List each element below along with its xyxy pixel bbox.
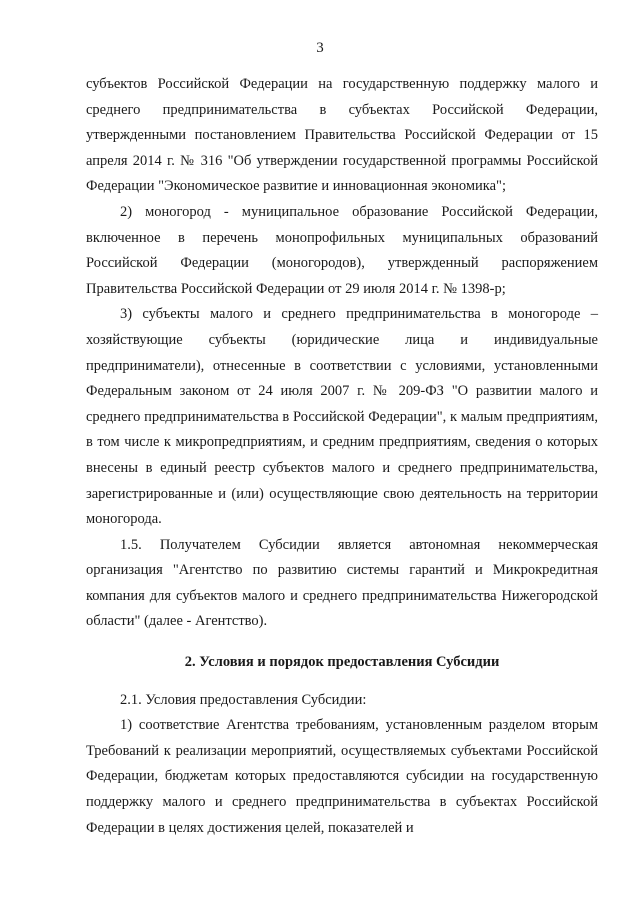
paragraph-monogorod-definition: 2) моногород - муниципальное образование Российской Федерации, включенное в перечень монопрофильных муниципальных образований Российской Федерации (моногородов), утвержденный распоряжением Правительства Российской Федерации от 29 июля 2014 г. № 1398-р; xyxy=(86,203,598,297)
section-heading: 2. Условия и порядок предоставления Субсидии xyxy=(184,654,500,671)
page-number: 3 xyxy=(316,40,324,56)
paragraph-sme-definition: 3) субъекты малого и среднего предпринимательства в моногороде – хозяйствующие субъекты (юридические лица и индивидуальные предприниматели), отнесенные в соответствии с условиями, установленными Федеральным законом от 24 июля 2007 г. № 209-ФЗ "О развитии малого и среднего предпринимательства в Российской Федерации", к малым предприятиям, в том числе к микропредприятиям, и средним предприятиям, сведения о которых внесены в единый реестр субъектов малого и среднего предпринимательства, зарегистрированные и (или) осуществляющие свою деятельность на территории моногорода. xyxy=(86,306,598,528)
document-body xyxy=(86,72,598,841)
paragraph-continuation: субъектов Российской Федерации на государственную поддержку малого и среднего предпринимательства в субъектах Российской Федерации, утвержденными постановлением Правительства Российской Федерации от 15 апреля 2014 г. № 316 "Об утверждении государственной программы Российской Федерации "Экономическое развитие и инновационная экономика"; xyxy=(86,76,598,195)
paragraph-condition-1: 1) соответствие Агентства требованиям, установленным разделом вторым Требований к реализации мероприятий, осуществляемых субъектами Российской Федерации, бюджетам которых предоставляются субсидии на государственную поддержку малого и среднего предпринимательства в субъектах Российской Федерации в целях достижения целей, показателей и xyxy=(86,717,598,836)
paragraph-conditions-intro: 2.1. Условия предоставления Субсидии: xyxy=(120,691,367,708)
paragraph-recipient: 1.5. Получателем Субсидии является автономная некоммерческая организация "Агентство по развитию системы гарантий и Микрокредитная компания для субъектов малого и среднего предпринимательства Нижегородской области" (далее - Агентство). xyxy=(86,536,598,630)
